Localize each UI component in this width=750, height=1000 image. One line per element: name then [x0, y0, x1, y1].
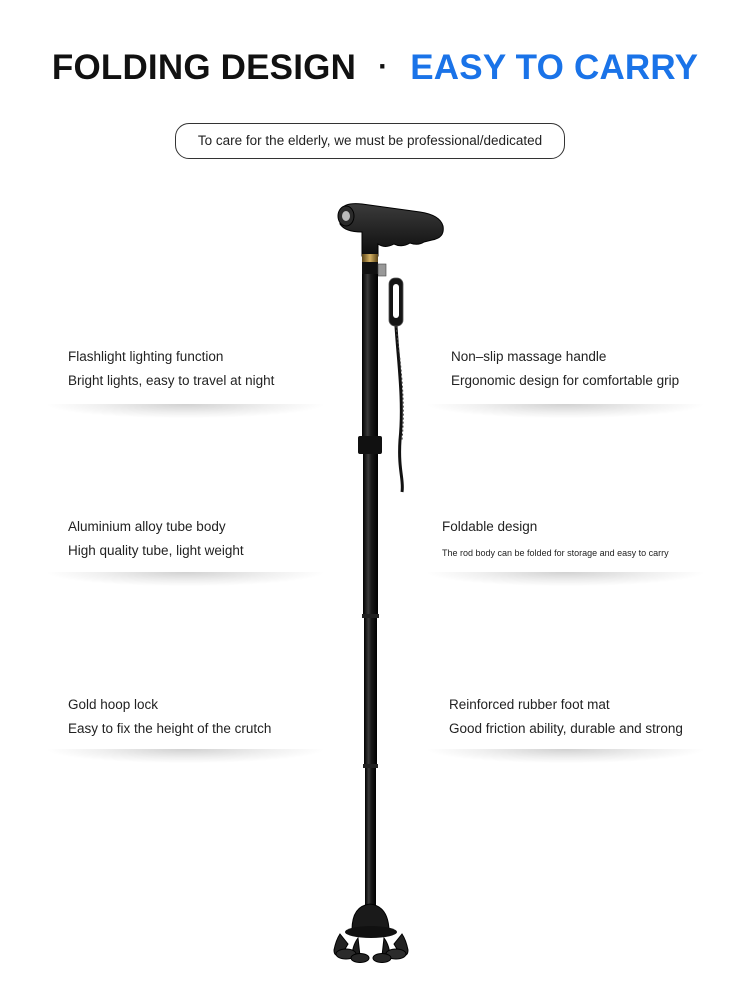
feature-desc: Good friction ability, durable and strong	[449, 721, 683, 736]
tagline-pill: To care for the elderly, we must be professional/dedicated	[175, 123, 565, 159]
rubber-foot-base	[334, 904, 408, 963]
feature-title: Aluminium alloy tube body	[68, 519, 226, 534]
headline-folding-design: FOLDING DESIGN	[51, 48, 357, 87]
feature-desc: Easy to fix the height of the crutch	[68, 721, 272, 736]
cane-shaft	[358, 274, 382, 908]
feature-desc: The rod body can be folded for storage and easy to carry	[442, 548, 669, 558]
headline-easy-to-carry: EASY TO CARRY	[410, 48, 699, 87]
feature-title: Non–slip massage handle	[451, 349, 607, 364]
feature-title: Reinforced rubber foot mat	[449, 697, 610, 712]
gold-hoop-ring	[362, 254, 378, 262]
feature-desc: Ergonomic design for comfortable grip	[451, 373, 680, 388]
wrist-strap	[389, 278, 403, 492]
feature-title: Flashlight lighting function	[68, 349, 224, 364]
headline-separator: ·	[378, 50, 389, 83]
feature-title: Gold hoop lock	[68, 697, 159, 712]
cane-handle	[338, 204, 443, 256]
feature-title: Foldable design	[442, 519, 538, 534]
feature-desc: High quality tube, light weight	[68, 543, 244, 558]
feature-desc: Bright lights, easy to travel at night	[68, 373, 275, 388]
